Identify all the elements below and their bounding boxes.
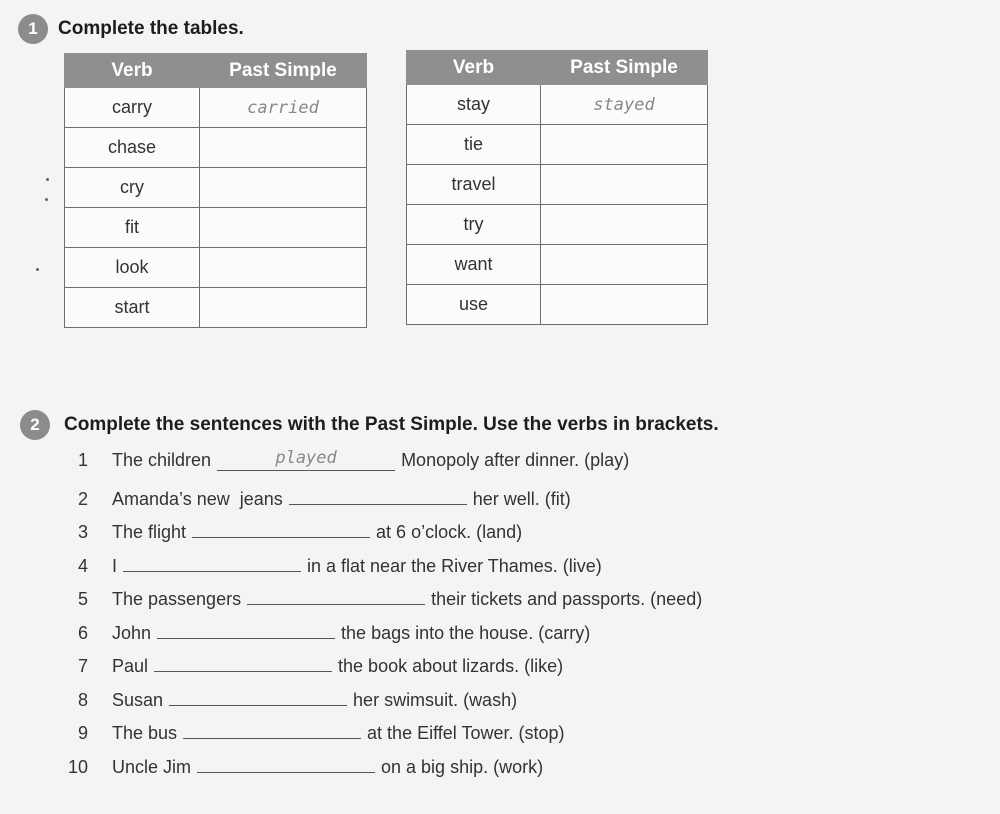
sentence-start: Paul <box>112 656 149 676</box>
sentence-number: 7 <box>77 656 88 676</box>
header-past-simple: Past Simple <box>200 54 367 88</box>
table-row <box>65 208 367 248</box>
answer-blank[interactable] <box>289 484 467 505</box>
table-row <box>407 285 708 325</box>
answer-cell[interactable] <box>541 245 708 285</box>
sentence-end: Monopoly after dinner. (play) <box>401 450 630 470</box>
answer-blank[interactable] <box>169 685 347 706</box>
sentence-number: 1 <box>77 450 88 470</box>
sentence-number: 6 <box>77 622 88 643</box>
answer-cell[interactable] <box>200 288 367 328</box>
answer-blank[interactable] <box>217 450 395 471</box>
answer-blank[interactable] <box>183 718 361 739</box>
sentence-item <box>58 584 958 618</box>
sentence-start: Amanda’s new jeans <box>112 488 283 509</box>
handwritten-answer: carried <box>247 98 319 118</box>
sentence-number: 5 <box>77 589 88 609</box>
exercise-2-header <box>20 410 719 440</box>
verb-cell: cry <box>65 168 200 208</box>
exercise-1-title: Complete the tables. <box>58 18 244 39</box>
sentence-start: The passengers <box>112 589 242 609</box>
answer-blank[interactable] <box>197 752 375 773</box>
verb-cell: start <box>65 288 200 328</box>
sentence-start: The children <box>112 450 212 470</box>
answer-blank[interactable] <box>123 551 301 572</box>
verb-cell: want <box>407 245 541 285</box>
handwritten-answer: stayed <box>593 95 655 115</box>
exercise-1-number: 1 <box>18 14 48 44</box>
handwritten-answer: played <box>275 448 337 468</box>
answer-cell[interactable] <box>541 165 708 205</box>
table-row <box>407 85 708 125</box>
verb-cell: carry <box>65 88 200 128</box>
sentence-start: Susan <box>112 689 164 710</box>
table-row <box>407 165 708 205</box>
scan-speck <box>36 268 39 271</box>
verb-cell: tie <box>407 125 541 165</box>
verb-table-right <box>406 50 708 325</box>
sentence-end: on a big ship. (work) <box>381 756 544 777</box>
table-row <box>407 245 708 285</box>
verb-cell: fit <box>65 208 200 248</box>
table-row <box>65 248 367 288</box>
sentence-end: at 6 o’clock. (land) <box>376 522 523 542</box>
verb-table-left <box>64 53 367 328</box>
header-past-simple: Past Simple <box>541 51 708 85</box>
sentence-item <box>58 718 958 752</box>
sentence-list <box>58 450 958 785</box>
sentence-start: The bus <box>112 723 178 743</box>
sentence-item <box>58 551 958 585</box>
sentence-number: 3 <box>77 522 88 542</box>
table-row <box>407 205 708 245</box>
sentence-item <box>58 517 958 551</box>
sentence-item <box>58 450 958 484</box>
verb-cell: look <box>65 248 200 288</box>
sentence-number: 9 <box>77 723 88 743</box>
sentence-start: John <box>112 622 152 643</box>
table-row <box>407 125 708 165</box>
sentence-number: 10 <box>67 756 88 777</box>
table-row <box>65 128 367 168</box>
answer-cell[interactable] <box>200 248 367 288</box>
verb-cell: try <box>407 205 541 245</box>
header-verb: Verb <box>65 54 200 88</box>
answer-cell[interactable] <box>200 88 367 128</box>
exercise-1-header <box>18 14 244 44</box>
answer-cell[interactable] <box>200 208 367 248</box>
sentence-item <box>58 618 958 652</box>
sentence-start: Uncle Jim <box>112 756 192 777</box>
sentence-number: 2 <box>77 488 88 509</box>
answer-blank[interactable] <box>247 584 425 605</box>
verb-cell: stay <box>407 85 541 125</box>
sentence-item <box>58 484 958 518</box>
sentence-end: in a flat near the River Thames. (live) <box>307 555 602 576</box>
answer-cell[interactable] <box>200 168 367 208</box>
sentence-end: the bags into the house. (carry) <box>341 622 591 643</box>
header-verb: Verb <box>407 51 541 85</box>
verb-cell: use <box>407 285 541 325</box>
sentence-start: I <box>112 555 118 576</box>
table-row <box>65 88 367 128</box>
answer-blank[interactable] <box>154 651 332 672</box>
sentence-end: at the Eiffel Tower. (stop) <box>367 723 565 743</box>
sentence-end: the book about lizards. (like) <box>338 656 564 676</box>
answer-blank[interactable] <box>192 517 370 538</box>
answer-cell[interactable] <box>541 205 708 245</box>
table-row <box>65 168 367 208</box>
answer-cell[interactable] <box>200 128 367 168</box>
exercise-2-number: 2 <box>20 410 50 440</box>
answer-cell[interactable] <box>541 285 708 325</box>
sentence-end: her swimsuit. (wash) <box>353 689 518 710</box>
sentence-end: her well. (fit) <box>472 488 571 509</box>
sentence-item <box>58 651 958 685</box>
verb-cell: chase <box>65 128 200 168</box>
scan-speck <box>45 198 48 201</box>
exercise-2-title: Complete the sentences with the Past Simple. Use the verbs in brackets. <box>64 414 719 435</box>
verb-cell: travel <box>407 165 541 205</box>
scan-speck <box>46 178 49 181</box>
sentence-item <box>58 752 958 786</box>
sentence-number: 4 <box>77 555 88 576</box>
sentence-number: 8 <box>77 689 88 710</box>
sentence-start: The flight <box>112 522 187 542</box>
sentence-end: their tickets and passports. (need) <box>431 589 703 609</box>
answer-cell[interactable] <box>541 85 708 125</box>
answer-cell[interactable] <box>541 125 708 165</box>
sentence-item <box>58 685 958 719</box>
table-row <box>65 288 367 328</box>
answer-blank[interactable] <box>157 618 335 639</box>
